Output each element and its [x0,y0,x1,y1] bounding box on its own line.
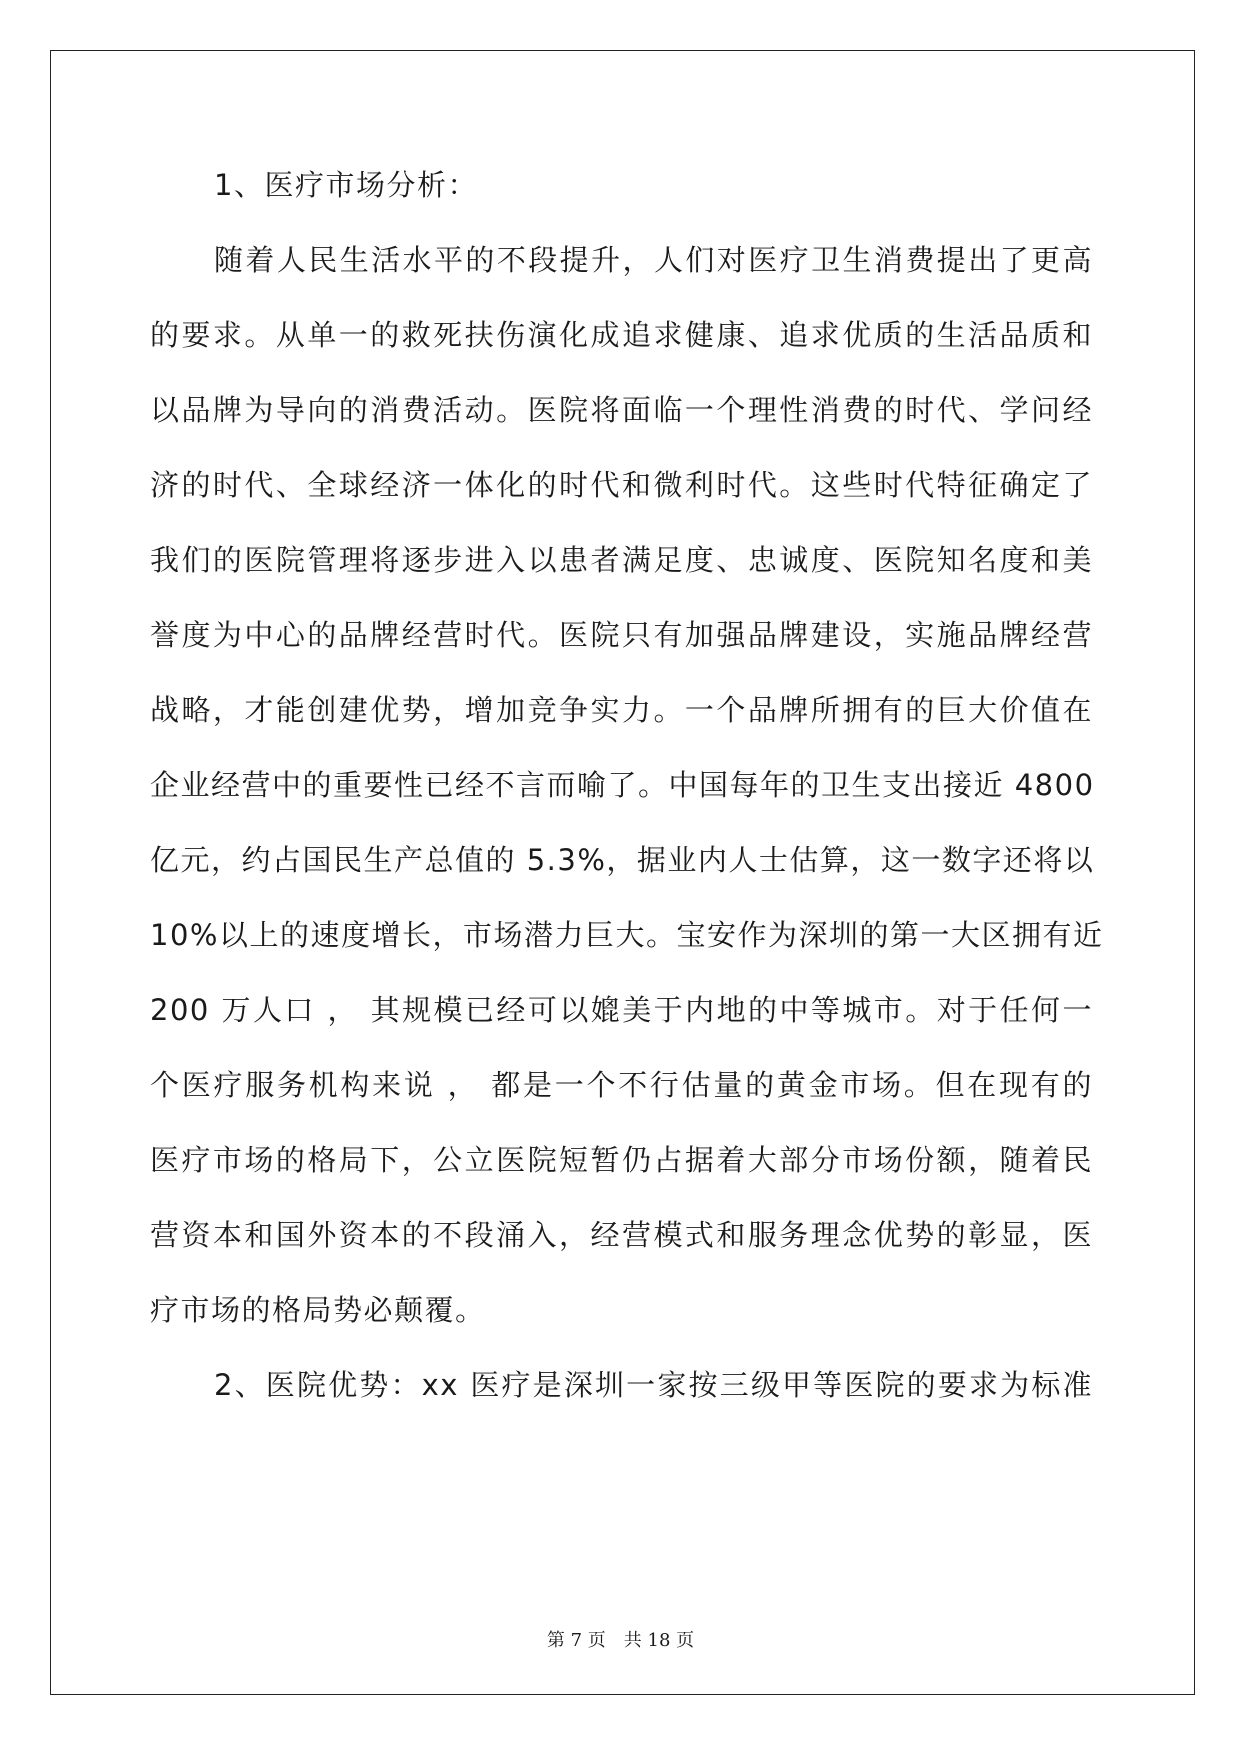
paragraph-line: 随着人民生活水平的不段提升，人们对医疗卫生消费提出了更高 [214,243,1093,277]
page-footer [0,1628,1241,1654]
paragraph-line: 企业经营中的重要性已经不言而喻了。中国每年的卫生支出接近 4800 [150,768,1095,802]
paragraph-line: 200 万人口 ， 其规模已经可以媲美于内地的中等城市。对于任何一 [150,993,1093,1027]
paragraph-line: 个医疗服务机构来说 ， 都是一个不行估量的黄金市场。但在现有的 [150,1068,1093,1102]
paragraph-line: 亿元，约占国民生产总值的 5.3%，据业内人士估算，这一数字还将以 [150,843,1095,877]
paragraph-line: 疗市场的格局势必颠覆。 [150,1293,486,1327]
paragraph-line: 的要求。从单一的救死扶伤演化成追求健康、追求优质的生活品质和 [150,318,1093,352]
paragraph-line: 我们的医院管理将逐步进入以患者满足度、忠诚度、医院知名度和美 [150,543,1093,577]
paragraph-line: 2、医院优势：xx 医疗是深圳一家按三级甲等医院的要求为标准 [214,1368,1093,1402]
paragraph-line: 誉度为中心的品牌经营时代。医院只有加强品牌建设，实施品牌经营 [150,618,1093,652]
page-total: 共 18 页 [623,1630,695,1651]
section-heading-1: 1、医疗市场分析： [214,168,478,202]
page-number: 第 7 页 [546,1630,606,1651]
paragraph-line: 济的时代、全球经济一体化的时代和微利时代。这些时代特征确定了 [150,468,1093,502]
paragraph-line: 战略，才能创建优势，增加竞争实力。一个品牌所拥有的巨大价值在 [150,693,1093,727]
paragraph-1 [150,240,1104,1330]
paragraph-line: 以品牌为导向的消费活动。医院将面临一个理性消费的时代、学问经 [150,393,1093,427]
paragraph-2 [150,1365,1093,1405]
paragraph-line: 营资本和国外资本的不段涌入，经营模式和服务理念优势的彰显，医 [150,1218,1093,1252]
paragraph-line: 医疗市场的格局下，公立医院短暂仍占据着大部分市场份额，随着民 [150,1143,1093,1177]
paragraph-line: 10%以上的速度增长，市场潜力巨大。宝安作为深圳的第一大区拥有近 [150,918,1104,952]
document-body [150,165,1104,1405]
